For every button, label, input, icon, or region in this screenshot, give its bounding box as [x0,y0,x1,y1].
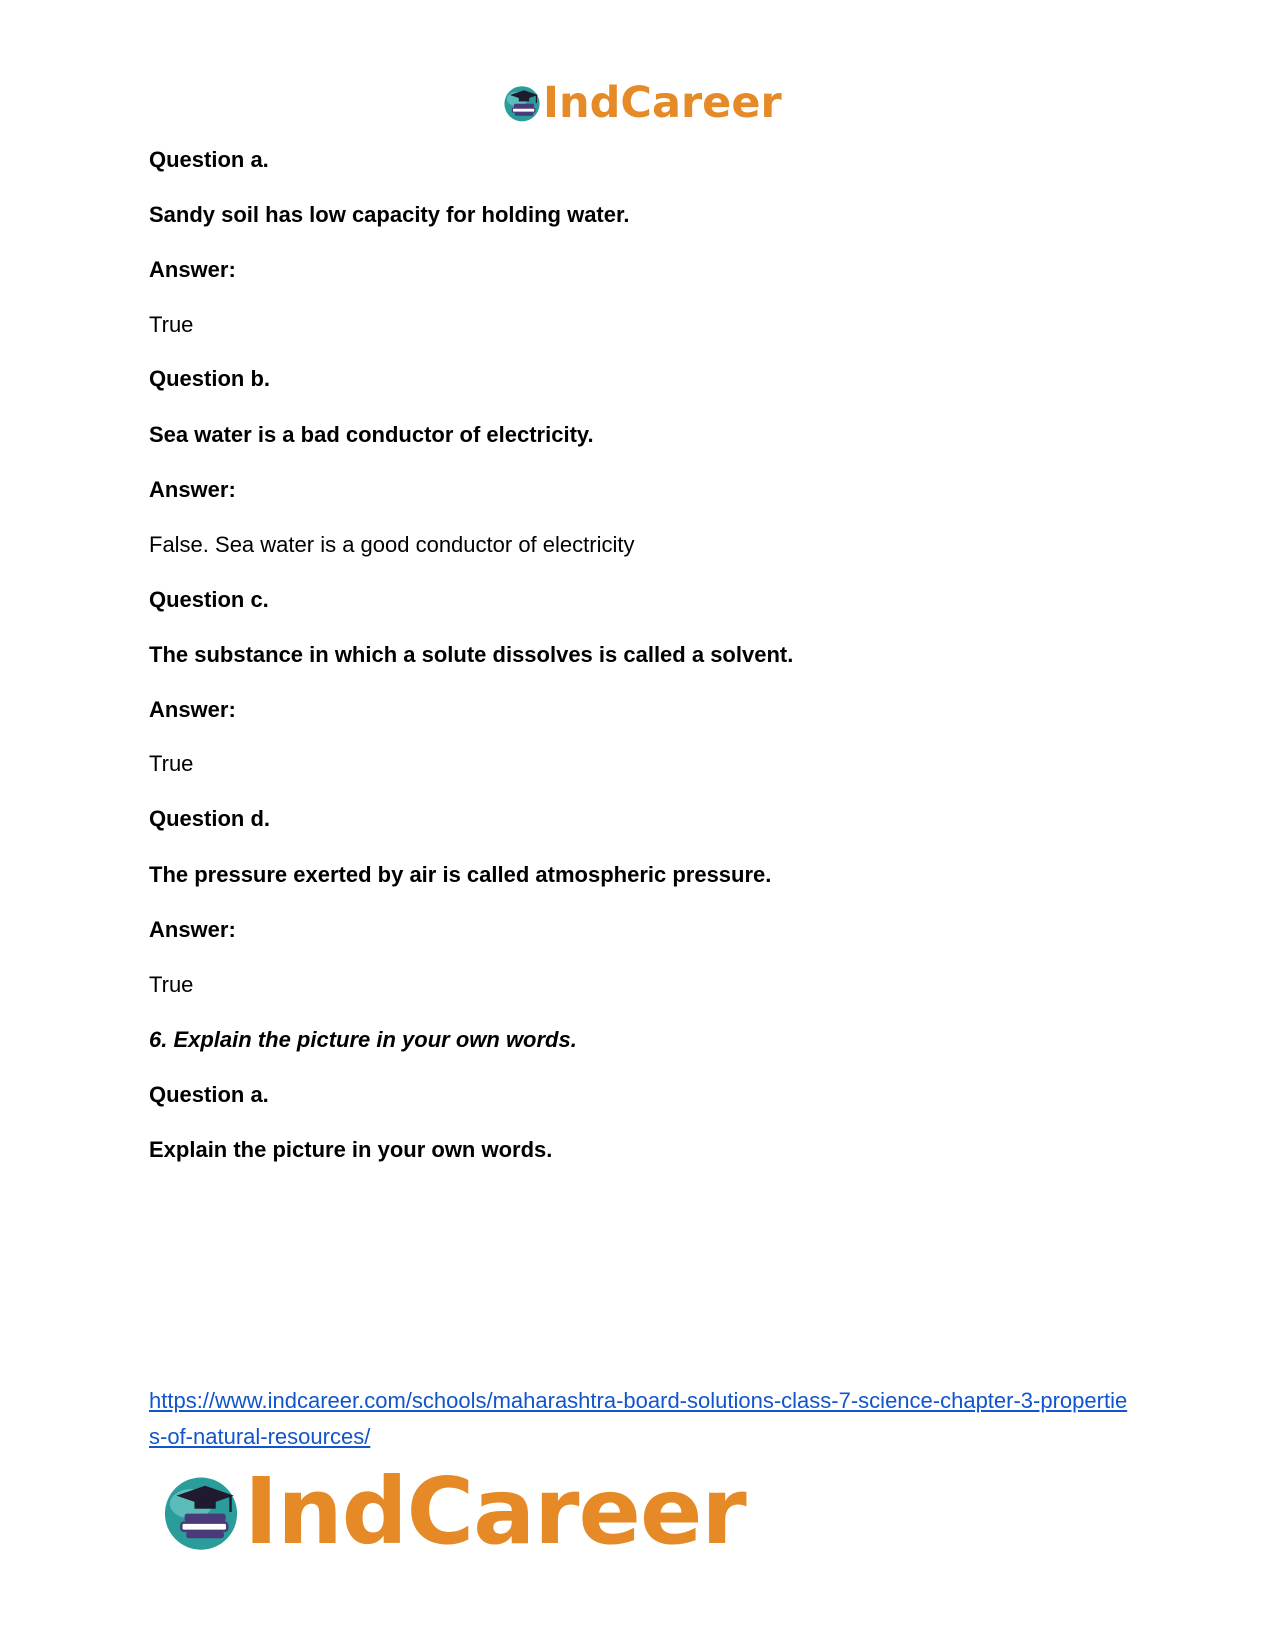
answer-label: Answer: [149,477,236,502]
answer-label: Answer: [149,257,236,282]
question-label: Question a. [149,147,269,172]
brand-wordmark: IndCareer [543,77,782,128]
answer-text: True [149,972,194,997]
answer-label: Answer: [149,917,236,942]
question-label: Question b. [149,366,270,391]
brand-wordmark: IndCareer [244,1458,746,1565]
answer-label: Answer: [149,697,236,722]
section-heading: 6. Explain the picture in your own words. [149,1027,577,1052]
globe-books-graduation-cap-icon [502,83,542,123]
globe-books-graduation-cap-icon [160,1471,242,1553]
footer-logo [160,1458,746,1565]
source-link[interactable]: https://www.indcareer.com/schools/maharashtra-board-solutions-class-7-science-chapter-3-properties-of-natural-resources/ [149,1388,1128,1449]
answer-text: True [149,312,194,337]
question-label: Question c. [149,587,269,612]
question-text: Sea water is a bad conductor of electricity. [149,422,594,447]
answer-text: True [149,751,194,776]
header-logo [502,79,782,127]
question-text: The pressure exerted by air is called atmospheric pressure. [149,862,772,887]
question-text: Sandy soil has low capacity for holding water. [149,202,630,227]
question-text: The substance in which a solute dissolves is called a solvent. [149,642,794,667]
question-label: Question d. [149,806,270,831]
question-text: Explain the picture in your own words. [149,1137,553,1162]
question-label: Question a. [149,1082,269,1107]
answer-text: False. Sea water is a good conductor of electricity [149,532,635,557]
